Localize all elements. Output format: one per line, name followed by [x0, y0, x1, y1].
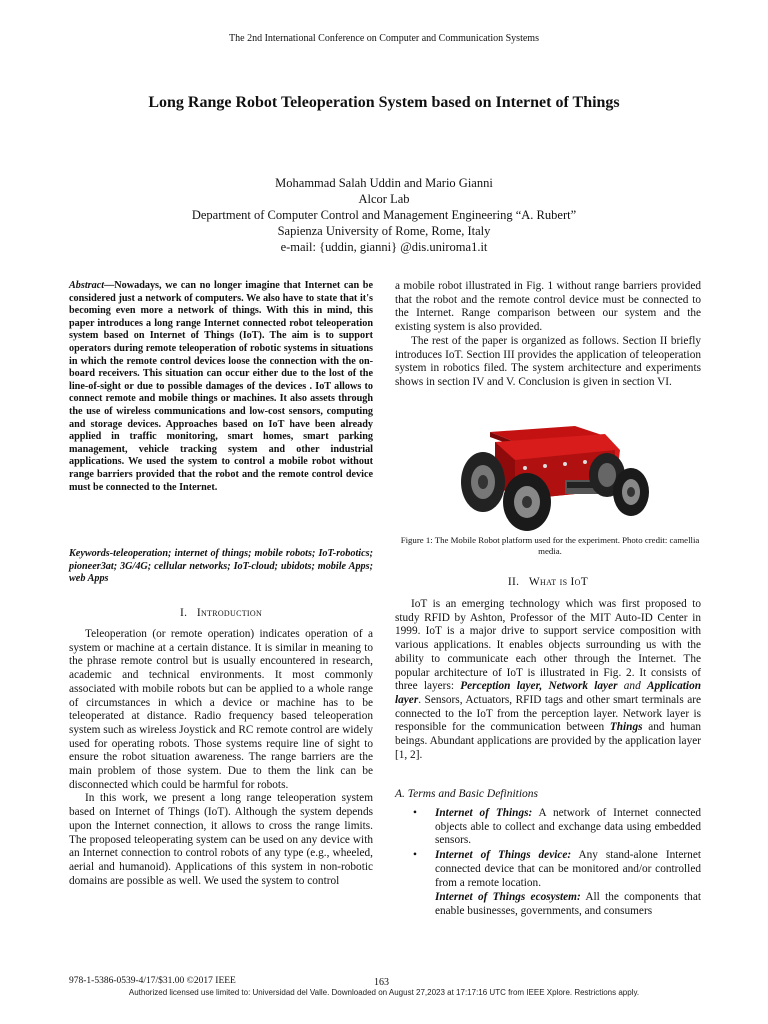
definition-text: A network of Internet connected objects able to collect and exchange data using embedded sensors. [435, 807, 701, 847]
author-email: e-mail: {uddin, gianni} @dis.uniroma1.it [280, 240, 488, 254]
section-number: II. [507, 576, 520, 588]
subsection-heading-terms: A. Terms and Basic Definitions [395, 788, 539, 800]
section-title: What is IoT [528, 576, 589, 588]
bullet-icon: • [413, 807, 417, 819]
author-block [0, 175, 768, 255]
right-paragraph-1: a mobile robot illustrated in Fig. 1 without range barriers provided that the robot and the remote control device must be connected to the Internet. Range comparison between our system and the existing system is also provided. [395, 280, 701, 334]
figure-1-caption: Figure 1: The Mobile Robot platform used for the experiment. Photo credit: camellia media. [400, 535, 700, 556]
intro-paragraph-2: In this work, we present a long range teleoperation system based on Internet of Things (IoT). Although the system depends upon the Internet connection, it allows to cross the range limits. The proposed teleoperating system can be used on any device with an Internet connection to control robots of any type (e.g., wheeled, aerial and humanoid). Applications of this system in non-robotic domains are possible as well. We used the system to control [69, 792, 373, 887]
iot-things: Things [609, 721, 643, 734]
section-number: I. [179, 607, 188, 619]
introduction-body [69, 628, 373, 888]
mobile-robot-image [455, 420, 650, 532]
section-heading-what-is-iot [395, 576, 701, 588]
list-item [395, 807, 701, 848]
definition-text: All the components that enable businesses, governments, and consumers [435, 891, 701, 917]
definition-term: Internet of Things ecosystem: [435, 891, 581, 904]
author-university: Sapienza University of Rome, Rome, Italy [277, 224, 491, 238]
definitions-list [395, 807, 701, 920]
section-heading-introduction [69, 607, 373, 619]
author-department: Department of Computer Control and Management Engineering “A. Rubert” [191, 208, 577, 222]
bullet-icon: • [413, 849, 417, 862]
abstract-text: —Nowadays, we can no longer imagine that Internet can be considered just a network of computers. We also have to state that it's becoming even more a network of things. With this in mind, this paper introduces a long range Internet connected robot teleoperation system based on Internet of Things (IoT). The aim is to support operators during remote teleoperation of robotic systems in situations in which the remote control devices loose the connection with the on-board receivers. This situation can occur either due to the lost of the line-of-sight or due to possible damages of the devices . IoT allows to connect remote and mobile things or machines. It also assets through the use of wireless communications and low-cost sensors, computing and storage devices. Approaches based on IoT have been already applied in traffic monitoring, smart homes, smart parking management, vehicle tracking system and other industrial applications. We used the system to control a mobile robot without range barriers provided that the robot and the remote control device must be connected to the Internet. [69, 280, 373, 493]
paper-title: Long Range Robot Teleoperation System based on Internet of Things [148, 94, 620, 111]
iot-layers: Perception layer, Network layer [460, 680, 618, 693]
what-is-iot-body [395, 598, 701, 762]
list-item [395, 891, 701, 918]
definition-text: Any stand-alone Internet connected device that can be monitored and/or controlled from a remote location. [435, 849, 701, 889]
iot-text-end: and human beings. Abundant applications are provided by the application layer [1, 2]. [395, 721, 701, 761]
abstract [69, 280, 373, 494]
author-lab: Alcor Lab [358, 192, 410, 206]
iot-paragraph-1 [395, 598, 701, 762]
iot-and: and [617, 680, 648, 693]
iot-text-start: IoT is an emerging technology which was first proposed to study RFID by Ashton, Professor of the MIT Auto-ID Center in 1999. IoT is a major drive to support service composition with various applications. It enables objects surrounding us with the ability to communicate each other through the Internet. The popular architecture of IoT is illustrated in Fig. 2. It consists of three layers: [395, 598, 701, 693]
license-notice: Authorized licensed use limited to: Universidad del Valle. Downloaded on August 27,2023 at 17:17:16 UTC from IEEE Xplore. Restrictions apply. [128, 988, 640, 997]
section-title: Introduction [196, 607, 263, 619]
iot-application-layer: Application layer [395, 680, 701, 706]
conference-header: The 2nd International Conference on Computer and Communication Systems [229, 33, 539, 44]
page-number: 163 [374, 977, 389, 988]
iot-text-mid: . Sensors, Actuators, RFID tags and other smart terminals are connected to the IoT from the perception layer. Network layer is responsible for the communication between [395, 693, 701, 734]
right-column-intro [395, 280, 701, 390]
abstract-label: Abstract [69, 280, 105, 291]
right-paragraph-2: The rest of the paper is organized as follows. Section II briefly introduces IoT. Section III provides the application of teleoperation system in robotics filed. The system architecture and experiments shows in section IV and V. Conclusion is given in section VI. [395, 334, 701, 388]
intro-paragraph-1: Teleoperation (or remote operation) indicates operation of a system or machine at a certain distance. It is similar in meaning to the phrase remote control but is usually encountered in research, academic and technical environments. It most commonly associated with mobile robots but can be applied to a whole range of circumstances in which a device or machine has to be teleoperated at distance. Radio frequency based teleoperation system such as wireless Joystick and RC remote control are widely used for operating robots. Those systems require line of sight to ensure the robot situation awareness. The range barriers are the main problem of those system. Due to them the link can be disconnected which could be harmful for robots. [69, 628, 373, 791]
definition-term: Internet of Things device: [435, 849, 572, 862]
list-item [395, 849, 701, 890]
isbn-footer: 978-1-5386-0539-4/17/$31.00 ©2017 IEEE [69, 976, 236, 986]
keywords: Keywords-teleoperation; internet of things; mobile robots; IoT-robotics; pioneer3at; 3G/4G; cellular networks; IoT-cloud; ubidots; mobile Apps; web Apps [69, 548, 373, 585]
definition-term: Internet of Things: [435, 807, 533, 819]
author-names: Mohammad Salah Uddin and Mario Gianni [275, 176, 493, 190]
